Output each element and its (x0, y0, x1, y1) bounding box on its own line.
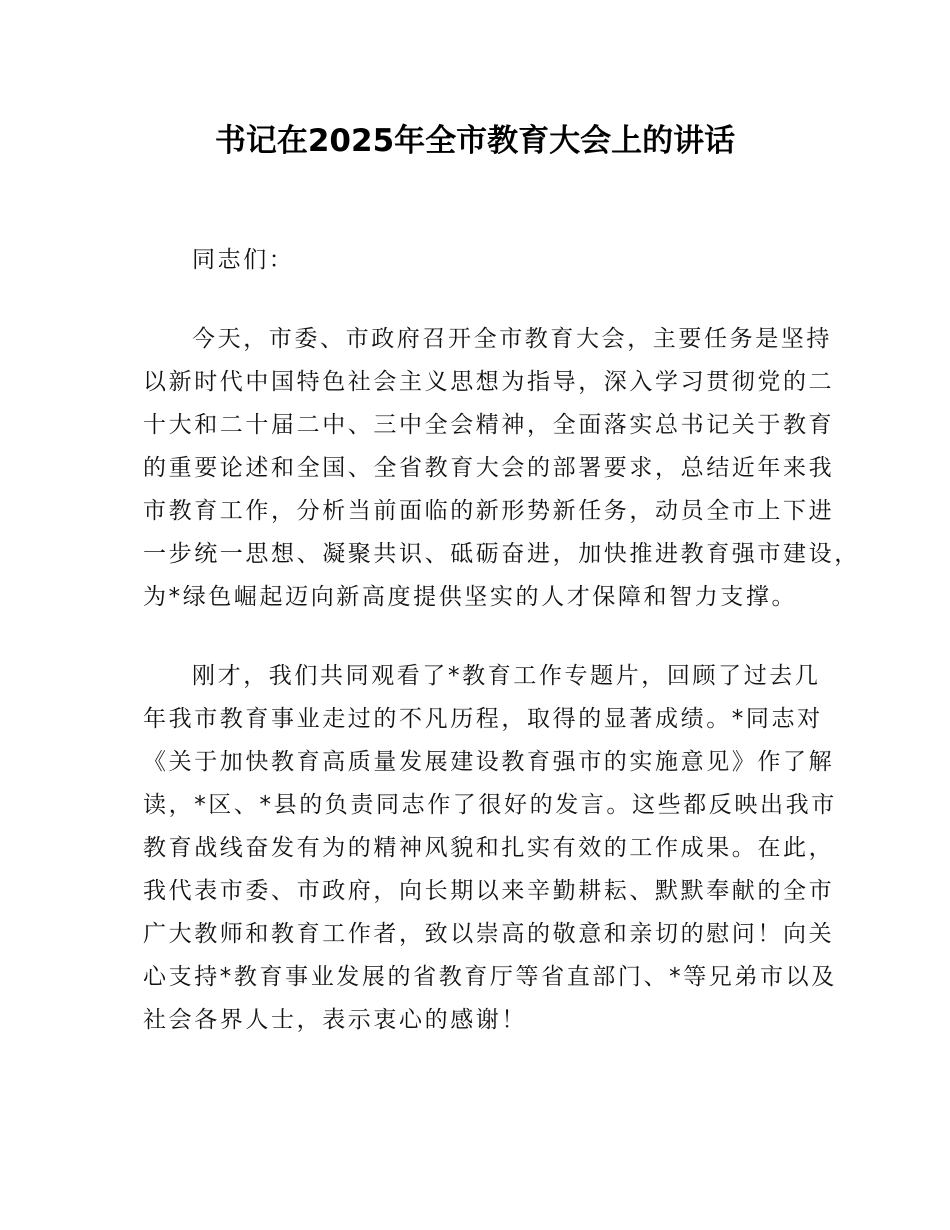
paragraph-line: 一步统一思想、凝聚共识、砥砺奋进，加快推进教育强市建设， (143, 541, 860, 567)
paragraph-line: 教育战线奋发有为的精神风貌和扎实有效的工作成果。在此， (143, 835, 835, 861)
paragraph-line: 为*绿色崛起迈向新高度提供坚实的人才保障和智力支撑。 (143, 584, 798, 610)
paragraph-line: 《关于加快教育高质量发展建设教育强市的实施意见》作了解 (143, 749, 835, 775)
paragraph-line: 读，*区、*县的负责同志作了很好的发言。这些都反映出我市 (143, 792, 837, 818)
paragraph-line: 社会各界人士，表示衷心的感谢！ (143, 1007, 527, 1033)
paragraph-line: 以新时代中国特色社会主义思想为指导，深入学习贯彻党的二 (143, 369, 835, 395)
paragraph-line: 的重要论述和全国、全省教育大会的部署要求，总结近年来我 (143, 455, 835, 481)
paragraph-line: 广大教师和教育工作者，致以崇高的敬意和亲切的慰问！向关 (143, 921, 835, 947)
document-title: 书记在2025年全市教育大会上的讲话 (214, 123, 736, 159)
paragraph-line: 年我市教育事业走过的不凡历程，取得的显著成绩。*同志对 (143, 706, 823, 732)
paragraph-line: 我代表市委、市政府，向长期以来辛勤耕耘、默默奉献的全市 (143, 878, 835, 904)
salutation: 同志们： (192, 247, 295, 273)
paragraph-line: 市教育工作，分析当前面临的新形势新任务，动员全市上下进 (143, 498, 835, 524)
paragraph-line: 今天，市委、市政府召开全市教育大会，主要任务是坚持 (192, 326, 832, 352)
paragraph-line: 心支持*教育事业发展的省教育厅等省直部门、*等兄弟市以及 (143, 964, 837, 990)
paragraph-line: 刚才，我们共同观看了*教育工作专题片，回顾了过去几 (192, 663, 821, 689)
paragraph-line: 十大和二十届二中、三中全会精神，全面落实总书记关于教育 (143, 412, 835, 438)
